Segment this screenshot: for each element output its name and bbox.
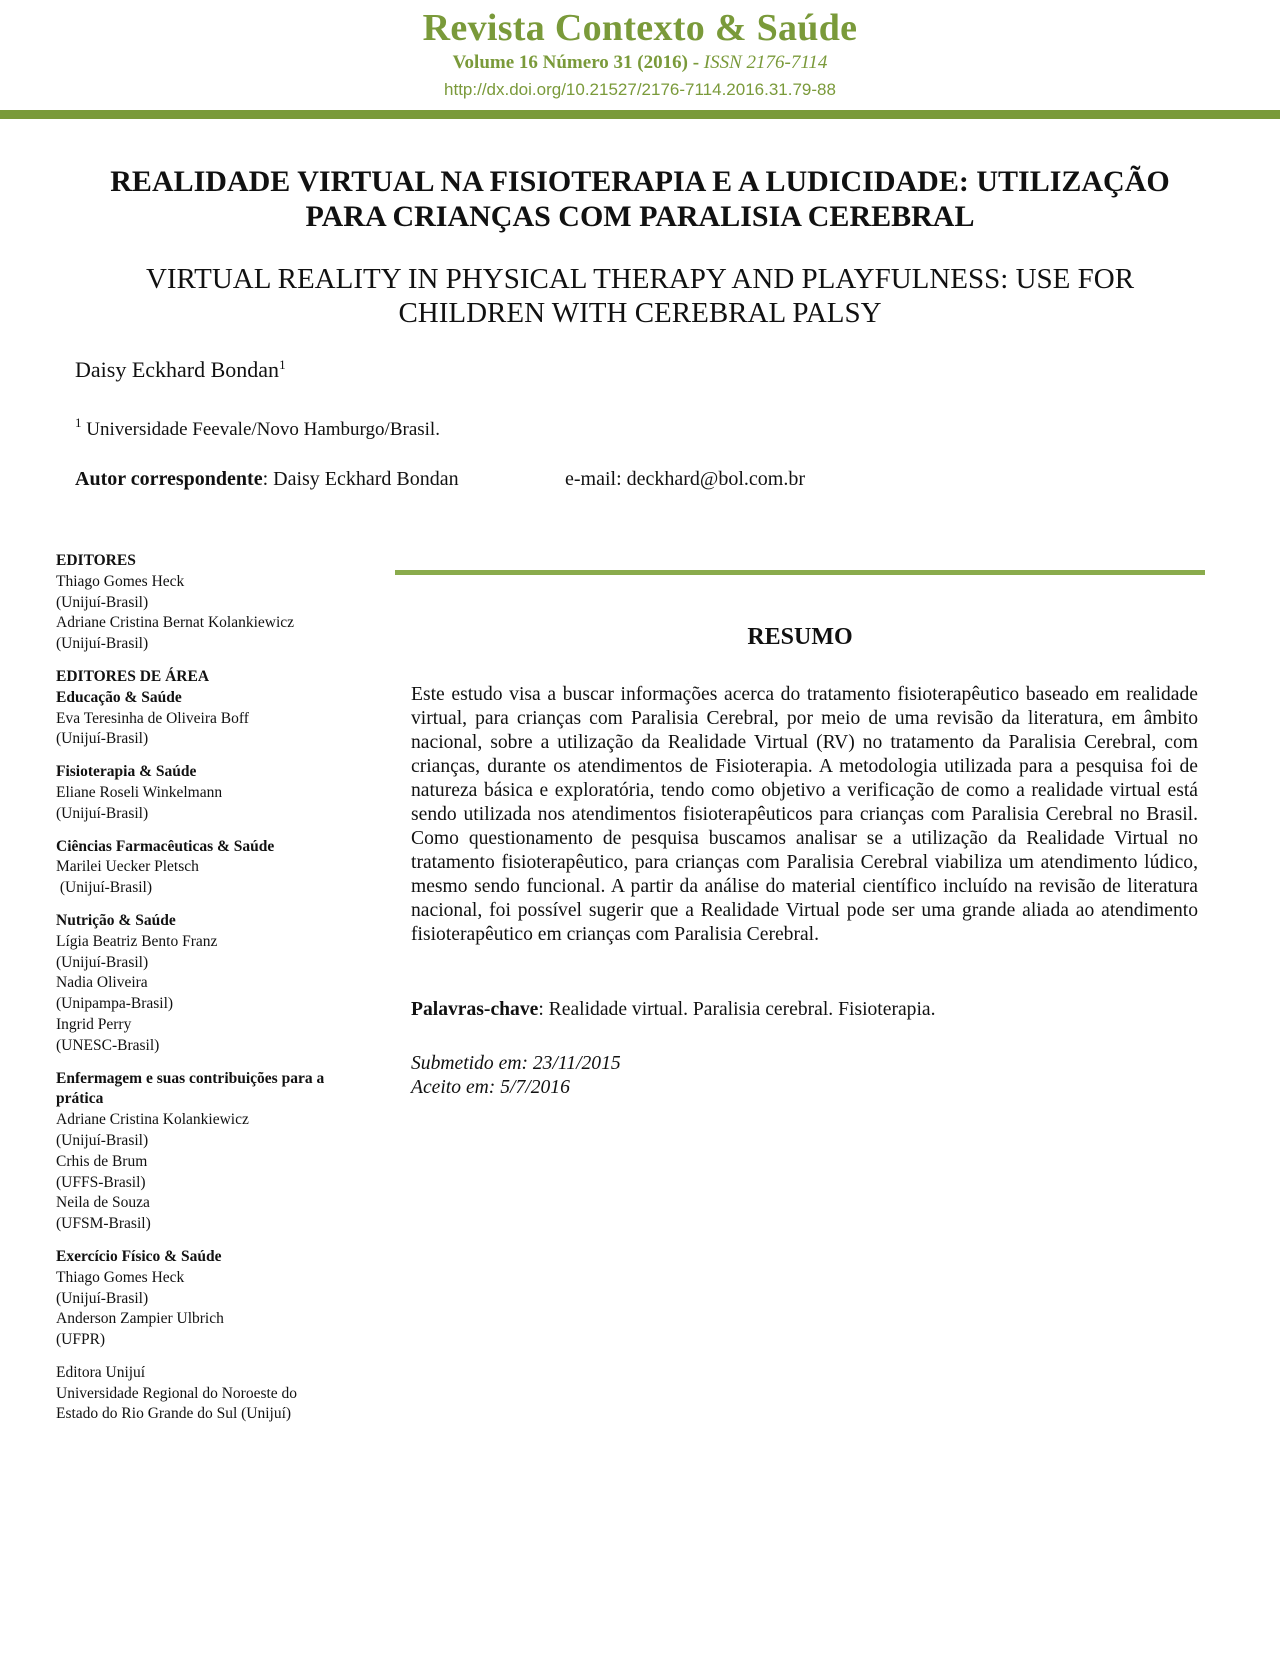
editor-line: (Unijuí-Brasil) (56, 804, 149, 822)
affiliation (75, 415, 440, 441)
editor-line: (Unijuí-Brasil) (56, 1289, 149, 1307)
group-heading: EDITORES (56, 552, 136, 569)
group-enfermagem (56, 1069, 366, 1235)
publisher-line: Editora Unijuí (56, 1363, 146, 1381)
group-subheading: Educação & Saúde (56, 688, 182, 706)
content-rule (395, 570, 1205, 575)
group-editores-area (56, 667, 366, 750)
editor-line: Marilei Uecker Pletsch (56, 858, 199, 876)
journal-title: Revista Contexto & Saúde (422, 7, 858, 49)
group-farmaceuticas (56, 837, 366, 899)
editor-line: Lígia Beatriz Bento Franz (56, 932, 218, 950)
email[interactable]: e-mail: deckhard@bol.com.br (565, 468, 805, 490)
accepted-date: Aceito em: 5/7/2016 (411, 1077, 570, 1098)
editor-line: (Unijuí-Brasil) (56, 730, 149, 748)
group-editora (56, 1363, 366, 1425)
editor-line: (Unijuí-Brasil) (56, 593, 149, 611)
editor-line: Neila de Souza (56, 1194, 150, 1212)
article-title-en: VIRTUAL REALITY IN PHYSICAL THERAPY AND PLAYFULNESS: USE FOR CHILDREN WITH CEREBRAL PALSY (145, 263, 1135, 329)
group-fisioterapia (56, 762, 366, 824)
group-heading: Enfermagem e suas contribuições para a prática (56, 1069, 325, 1108)
editor-line: Ingrid Perry (56, 1015, 132, 1033)
editor-line: (Unijuí-Brasil) (56, 953, 149, 971)
group-heading: Exercício Físico & Saúde (56, 1247, 222, 1265)
issn-text: ISSN 2176-7114 (703, 52, 828, 73)
editor-line: (UNESC-Brasil) (56, 1036, 160, 1054)
editor-line: (Unijuí-Brasil) (56, 879, 152, 897)
dates (411, 1052, 621, 1100)
affiliation-text: Universidade Feevale/Novo Hamburgo/Brasil. (81, 419, 440, 440)
group-nutricao (56, 911, 366, 1057)
keywords-label: Palavras-chave (411, 999, 539, 1020)
editor-line: Thiago Gomes Heck (56, 572, 185, 590)
editor-line: (Unijuí-Brasil) (56, 635, 149, 653)
editor-line: Eliane Roseli Winkelmann (56, 783, 223, 801)
editorial-sidebar (56, 551, 366, 1437)
group-heading: Ciências Farmacêuticas & Saúde (56, 837, 275, 855)
group-heading: Nutrição & Saúde (56, 911, 176, 929)
corresponding-author (75, 468, 459, 491)
editor-line: (UFSM-Brasil) (56, 1215, 151, 1233)
volume-text: Volume 16 Número 31 (2016) - (452, 52, 704, 73)
editor-line: Adriane Cristina Kolankiewicz (56, 1111, 249, 1129)
keywords (411, 999, 1198, 1021)
editor-line: Anderson Zampier Ulbrich (56, 1310, 224, 1328)
author-superscript: 1 (279, 357, 286, 372)
group-heading: Fisioterapia & Saúde (56, 763, 197, 781)
author-text: Daisy Eckhard Bondan (75, 357, 280, 382)
article-title-pt: REALIDADE VIRTUAL NA FISIOTERAPIA E A LUDICIDADE: UTILIZAÇÃO PARA CRIANÇAS COM PARALISIA CEREBRAL (110, 165, 1170, 233)
submitted-date: Submetido em: 23/11/2015 (411, 1053, 621, 1074)
editor-line: (Unipampa-Brasil) (56, 995, 174, 1013)
corresponding-label: Autor correspondente (75, 468, 263, 490)
editor-line: (UFPR) (56, 1331, 106, 1349)
group-editores (56, 551, 366, 655)
editor-line: Nadia Oliveira (56, 974, 148, 992)
abstract-text: Este estudo visa a buscar informações acerca do tratamento fisioterapêutico baseado em realidade virtual, para crianças com Paralisia Cerebral, por meio de uma revisão da literatura, em âmbito nacional, sobre a utilização da Realidade Virtual (RV) no tratamento da Paralisia Cerebral, com crianças, durante os atendimentos de Fisioterapia. A metodologia utilizada para a pesquisa foi de natureza básica e exploratória, tendo como objetivo a verificação de como a realidade virtual está sendo utilizada nos atendimentos fisioterapêuticos para crianças com Paralisia Cerebral no Brasil. Como questionamento de pesquisa buscamos analisar se a utilização da Realidade Virtual no tratamento fisioterapêutico, para crianças com Paralisia Cerebral viabiliza um atendimento lúdico, mesmo sendo funcional. A partir da análise do material científico incluído na revisão de literatura nacional, foi possível sugerir que a Realidade Virtual pode ser uma grande aliada ao atendimento fisioterapêutico em crianças com Paralisia Cerebral. (411, 684, 1198, 945)
editor-line: Crhis de Brum (56, 1152, 148, 1170)
affiliation-superscript: 1 (75, 415, 82, 430)
editor-line: Eva Teresinha de Oliveira Boff (56, 709, 249, 727)
publisher-line: Estado do Rio Grande do Sul (Unijuí) (56, 1405, 292, 1423)
doi-link[interactable]: http://dx.doi.org/10.21527/2176-7114.2016.31.79-88 (444, 80, 836, 99)
editor-line: Adriane Cristina Bernat Kolankiewicz (56, 614, 295, 632)
editor-line: (UFFS-Brasil) (56, 1173, 146, 1191)
editor-line: (Unijuí-Brasil) (56, 1131, 149, 1149)
group-exercicio (56, 1247, 366, 1351)
corresponding-name: : Daisy Eckhard Bondan (262, 468, 459, 490)
abstract-heading: RESUMO (747, 624, 853, 650)
author-name (75, 357, 286, 383)
group-heading: EDITORES DE ÁREA (56, 667, 210, 685)
editor-line: Thiago Gomes Heck (56, 1268, 185, 1286)
journal-volume (0, 52, 1280, 74)
keywords-text: : Realidade virtual. Paralisia cerebral. Fisioterapia. (538, 999, 936, 1020)
header-rule (0, 110, 1280, 119)
publisher-line: Universidade Regional do Noroeste do (56, 1384, 298, 1402)
